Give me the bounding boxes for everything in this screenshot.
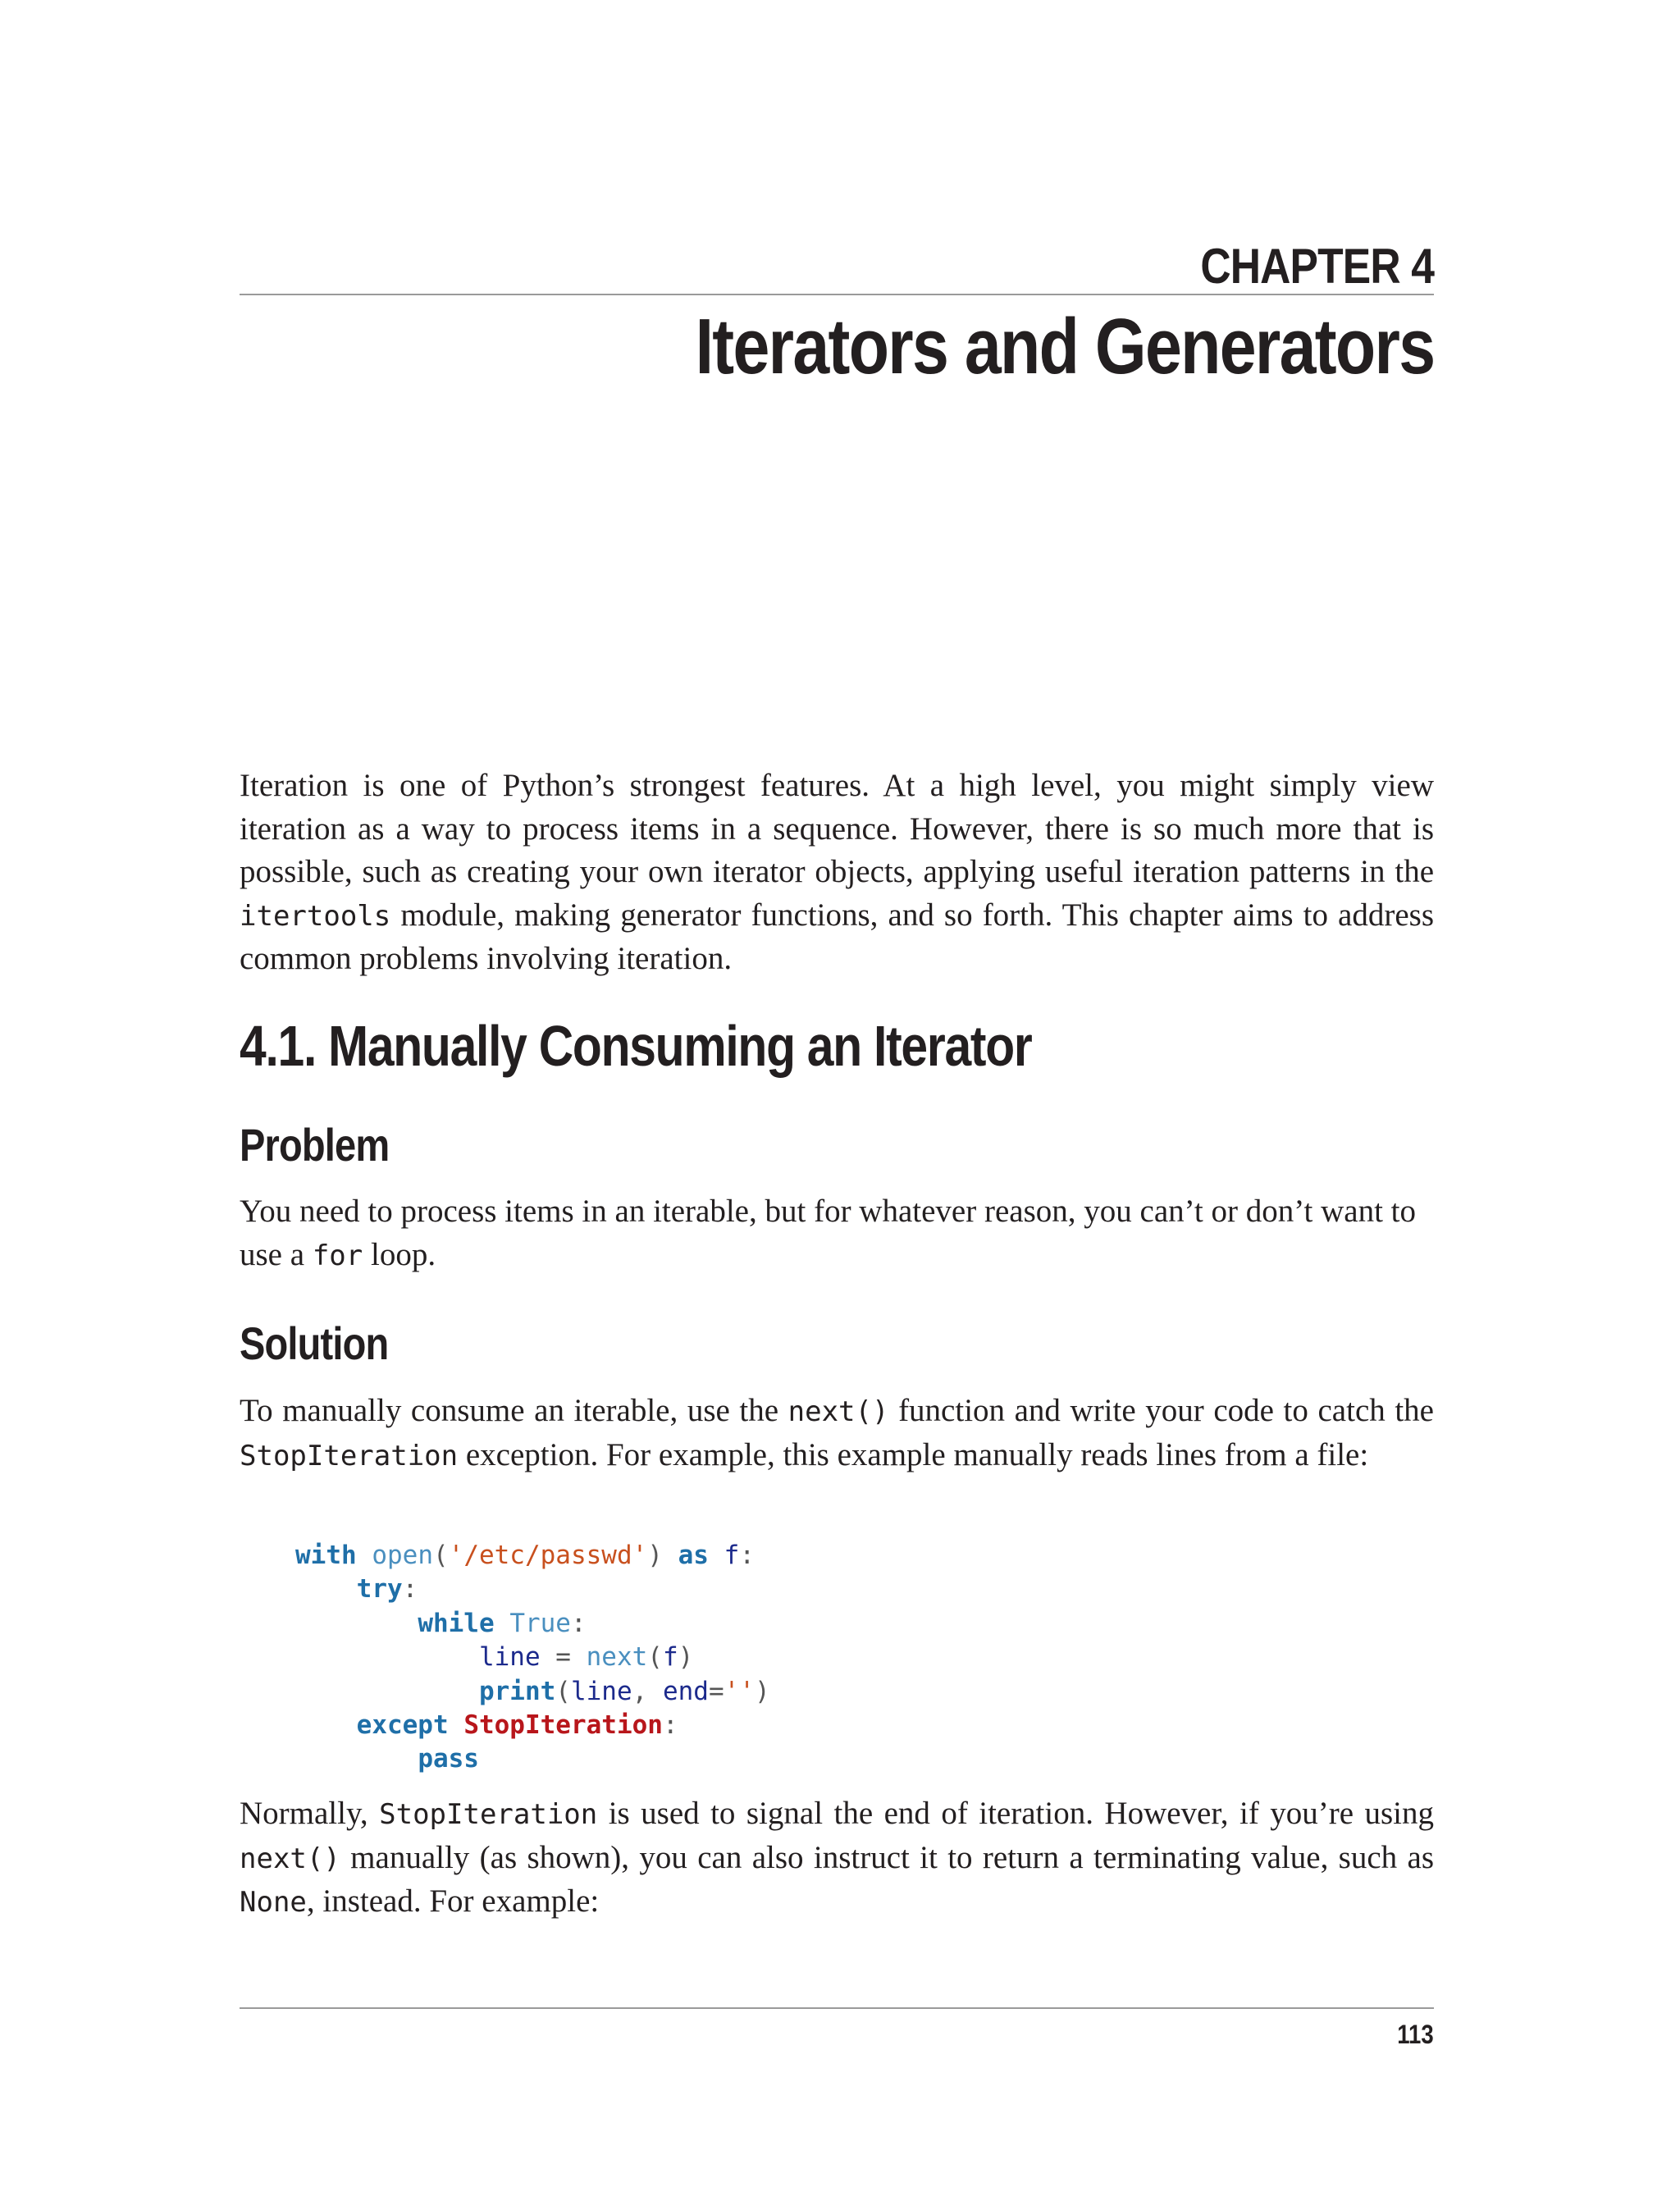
solution-heading: Solution [240,1317,389,1369]
chapter-rule [240,294,1434,295]
problem-heading: Problem [240,1119,390,1171]
inline-code: next() [240,1842,340,1875]
footer-rule [240,2007,1434,2009]
chapter-title: Iterators and Generators [695,303,1434,390]
chapter-label: CHAPTER 4 [1200,239,1434,294]
inline-code: StopIteration [240,1439,459,1472]
problem-paragraph: You need to process items in an iterable, but for whatever reason, you can’t or don’t want to use a for loop. [240,1194,1416,1272]
inline-code: itertools [240,899,391,933]
inline-code: StopIteration [379,1798,598,1831]
section-title: 4.1. Manually Consuming an Iterator [240,1014,1032,1078]
inline-code: next() [788,1395,889,1428]
intro-paragraph: Iteration is one of Python’s strongest features. At a high level, you might simply view iteration as a way to process items in a sequence. However, there is so much more that is possible, such as creating your own iterator objects, applying useful iteration patterns in the itertools module, making generator functions, and so forth. This chapter aims to address common problems involving iteration. [240,768,1434,976]
code-block: with open('/etc/passwd') as f: try: while True: line = next(f) print(line, end='') except StopIteration: pass [295,1541,770,1774]
page-number: 113 [1397,2020,1434,2049]
inline-code: for [312,1239,363,1272]
solution-paragraph: To manually consume an iterable, use the next() function and write your code to catch the StopIteration exception. For example, this example manually reads lines from a file: [240,1393,1434,1472]
inline-code: None [240,1886,307,1919]
after-paragraph: Normally, StopIteration is used to signal the end of iteration. However, if you’re using next() manually (as shown), you can also instruct it to return a terminating value, such as None, instead. For example: [240,1796,1434,1919]
